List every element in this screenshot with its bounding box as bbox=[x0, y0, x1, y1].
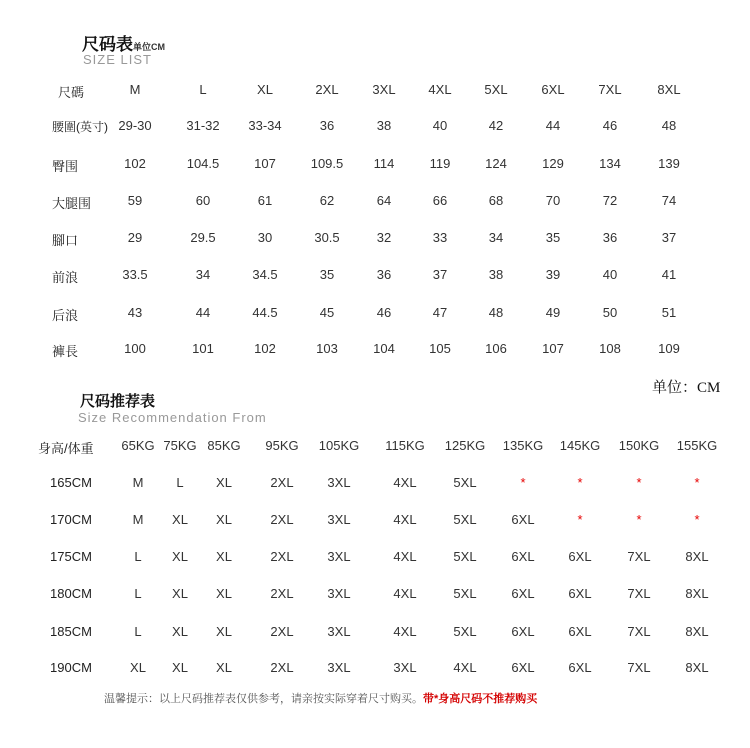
size-table-cell: 29 bbox=[127, 230, 143, 245]
size-table-cell: 36 bbox=[376, 267, 392, 282]
rec-weight-header: 115KG bbox=[385, 438, 425, 453]
size-table-cell: 38 bbox=[488, 267, 504, 282]
rec-height-label: 185CM bbox=[50, 624, 92, 639]
size-table-cell: 34 bbox=[488, 230, 504, 245]
rec-size-cell: 3XL bbox=[327, 475, 351, 490]
size-table-cell: 39 bbox=[545, 267, 561, 282]
rec-size-cell: XL bbox=[216, 624, 232, 639]
size-table-cell: 48 bbox=[661, 118, 677, 133]
size-table-cell: 37 bbox=[432, 267, 448, 282]
rec-height-label: 170CM bbox=[50, 512, 92, 527]
rec-size-cell: 2XL bbox=[270, 549, 294, 564]
rec-weight-header: 75KG bbox=[163, 438, 197, 453]
size-table-cell: 51 bbox=[661, 305, 677, 320]
size-row-label: 腰圍(英寸) bbox=[52, 120, 108, 134]
size-header-cell: 6XL bbox=[541, 82, 565, 97]
rec-size-cell: 4XL bbox=[393, 586, 417, 601]
rec-size-cell: 6XL bbox=[568, 549, 592, 564]
rec-size-cell: 6XL bbox=[511, 549, 535, 564]
size-table-cell: 74 bbox=[661, 193, 677, 208]
rec-size-cell: XL bbox=[172, 549, 188, 564]
not-recommended-star: * bbox=[577, 475, 583, 490]
size-table-cell: 46 bbox=[376, 305, 392, 320]
rec-size-cell: 6XL bbox=[568, 586, 592, 601]
rec-size-cell: L bbox=[176, 475, 184, 490]
size-row-label: 后浪 bbox=[52, 308, 79, 323]
size-table-cell: 34.5 bbox=[252, 267, 278, 282]
rec-weight-header: 145KG bbox=[559, 438, 601, 453]
size-table-cell: 61 bbox=[257, 193, 273, 208]
size-table-cell: 40 bbox=[602, 267, 618, 282]
rec-weight-header: 105KG bbox=[318, 438, 360, 453]
size-table-cell: 34 bbox=[195, 267, 211, 282]
size-header-cell: XL bbox=[257, 82, 273, 97]
rec-size-cell: 3XL bbox=[327, 624, 351, 639]
size-table-cell: 68 bbox=[488, 193, 504, 208]
rec-size-cell: XL bbox=[216, 586, 232, 601]
footer-note bbox=[104, 689, 537, 707]
rec-size-cell: 6XL bbox=[511, 586, 535, 601]
recommendation-unit: 单位：CM bbox=[652, 380, 721, 396]
size-table-cell: 50 bbox=[602, 305, 618, 320]
rec-size-cell: 5XL bbox=[453, 475, 477, 490]
rec-size-cell: 5XL bbox=[453, 586, 477, 601]
size-table-cell: 60 bbox=[195, 193, 211, 208]
size-header-cell: 5XL bbox=[484, 82, 508, 97]
size-table-cell: 33-34 bbox=[248, 118, 282, 133]
rec-size-cell: 4XL bbox=[393, 624, 417, 639]
size-list-subtitle: SIZE LIST bbox=[83, 52, 152, 67]
rec-size-cell: 5XL bbox=[453, 512, 477, 527]
size-table-cell: 119 bbox=[429, 156, 451, 171]
rec-size-cell: 3XL bbox=[327, 660, 351, 675]
rec-weight-header: 85KG bbox=[207, 438, 241, 453]
rec-height-label: 175CM bbox=[50, 549, 92, 564]
rec-size-cell: 6XL bbox=[511, 660, 535, 675]
rec-weight-header: 95KG bbox=[265, 438, 299, 453]
size-table-cell: 105 bbox=[429, 341, 451, 356]
rec-size-cell: 2XL bbox=[270, 512, 294, 527]
footer-note-text: 温馨提示：以上尺码推荐表仅供参考，请亲按实际穿着尺寸购买。 bbox=[104, 693, 423, 705]
rec-header-label: 身高/体重 bbox=[38, 441, 94, 456]
size-header-cell: 8XL bbox=[657, 82, 681, 97]
size-table-cell: 48 bbox=[488, 305, 504, 320]
size-table-cell: 72 bbox=[602, 193, 618, 208]
size-table-cell: 36 bbox=[319, 118, 335, 133]
not-recommended-star: * bbox=[520, 475, 526, 490]
rec-size-cell: 8XL bbox=[685, 660, 709, 675]
rec-size-cell: 2XL bbox=[270, 660, 294, 675]
rec-size-cell: 3XL bbox=[327, 512, 351, 527]
size-table-cell: 102 bbox=[124, 156, 146, 171]
rec-size-cell: 3XL bbox=[327, 586, 351, 601]
size-table-cell: 134 bbox=[599, 156, 621, 171]
rec-weight-header: 155KG bbox=[676, 438, 718, 453]
rec-height-label: 180CM bbox=[50, 586, 92, 601]
rec-size-cell: XL bbox=[130, 660, 146, 675]
rec-size-cell: 4XL bbox=[393, 512, 417, 527]
size-table-cell: 40 bbox=[432, 118, 448, 133]
rec-size-cell: 3XL bbox=[327, 549, 351, 564]
size-table-cell: 43 bbox=[127, 305, 143, 320]
rec-size-cell: 2XL bbox=[270, 624, 294, 639]
rec-size-cell: 7XL bbox=[627, 660, 651, 675]
size-table-cell: 106 bbox=[485, 341, 507, 356]
rec-size-cell: 8XL bbox=[685, 549, 709, 564]
rec-size-cell: 4XL bbox=[453, 660, 477, 675]
not-recommended-star: * bbox=[636, 475, 642, 490]
size-table-cell: 30 bbox=[257, 230, 273, 245]
not-recommended-star: * bbox=[694, 475, 700, 490]
rec-size-cell: 7XL bbox=[627, 624, 651, 639]
size-table-cell: 35 bbox=[319, 267, 335, 282]
size-table-cell: 70 bbox=[545, 193, 561, 208]
rec-size-cell: 6XL bbox=[511, 624, 535, 639]
rec-size-cell: 4XL bbox=[393, 475, 417, 490]
rec-weight-header: 150KG bbox=[618, 438, 660, 453]
size-table-cell: 41 bbox=[661, 267, 677, 282]
size-table-cell: 37 bbox=[661, 230, 677, 245]
rec-size-cell: M bbox=[132, 512, 144, 527]
size-table-cell: 102 bbox=[254, 341, 276, 356]
size-table-cell: 64 bbox=[376, 193, 392, 208]
size-table-cell: 103 bbox=[316, 341, 338, 356]
size-table-cell: 104.5 bbox=[186, 156, 220, 171]
size-table-cell: 44 bbox=[195, 305, 211, 320]
not-recommended-star: * bbox=[636, 512, 642, 527]
size-table-cell: 129 bbox=[542, 156, 564, 171]
size-table-cell: 114 bbox=[373, 156, 395, 171]
rec-size-cell: XL bbox=[172, 512, 188, 527]
rec-size-cell: 8XL bbox=[685, 586, 709, 601]
rec-size-cell: 5XL bbox=[453, 549, 477, 564]
rec-weight-header: 135KG bbox=[502, 438, 544, 453]
size-table-cell: 109 bbox=[658, 341, 680, 356]
size-table-cell: 29-30 bbox=[118, 118, 152, 133]
size-table-cell: 49 bbox=[545, 305, 561, 320]
rec-size-cell: 3XL bbox=[393, 660, 417, 675]
size-row-label: 大腿围 bbox=[52, 196, 92, 211]
rec-size-cell: 2XL bbox=[270, 475, 294, 490]
rec-size-cell: 8XL bbox=[685, 624, 709, 639]
rec-size-cell: 6XL bbox=[568, 624, 592, 639]
size-table-cell: 44.5 bbox=[252, 305, 278, 320]
rec-size-cell: 6XL bbox=[511, 512, 535, 527]
size-table-cell: 46 bbox=[602, 118, 618, 133]
rec-size-cell: 7XL bbox=[627, 549, 651, 564]
not-recommended-star: * bbox=[694, 512, 700, 527]
size-table-cell: 36 bbox=[602, 230, 618, 245]
size-table-cell: 32 bbox=[376, 230, 392, 245]
rec-size-cell: M bbox=[132, 475, 144, 490]
size-table-cell: 29.5 bbox=[190, 230, 216, 245]
rec-size-cell: 6XL bbox=[568, 660, 592, 675]
size-header-label: 尺碼 bbox=[58, 85, 85, 100]
rec-size-cell: XL bbox=[216, 512, 232, 527]
size-table-cell: 107 bbox=[542, 341, 564, 356]
size-table-cell: 33.5 bbox=[122, 267, 148, 282]
size-table-cell: 62 bbox=[319, 193, 335, 208]
size-table-cell: 66 bbox=[432, 193, 448, 208]
size-table-cell: 139 bbox=[658, 156, 680, 171]
rec-size-cell: L bbox=[134, 549, 142, 564]
size-list-unit: 单位CM bbox=[133, 42, 165, 52]
recommendation-subtitle: Size Recommendation From bbox=[78, 410, 267, 425]
rec-size-cell: XL bbox=[216, 475, 232, 490]
size-header-cell: 7XL bbox=[598, 82, 622, 97]
rec-size-cell: XL bbox=[172, 624, 188, 639]
rec-height-label: 190CM bbox=[50, 660, 92, 675]
size-list-title-text: 尺码表 bbox=[82, 35, 133, 54]
size-table-cell: 42 bbox=[488, 118, 504, 133]
size-row-label: 前浪 bbox=[52, 270, 79, 285]
size-table-cell: 47 bbox=[432, 305, 448, 320]
size-header-cell: 4XL bbox=[428, 82, 452, 97]
rec-size-cell: XL bbox=[216, 549, 232, 564]
footer-warning: 带*身高尺码不推荐购买 bbox=[423, 693, 538, 705]
size-row-label: 臀围 bbox=[52, 159, 79, 174]
rec-size-cell: 2XL bbox=[270, 586, 294, 601]
rec-size-cell: XL bbox=[172, 586, 188, 601]
size-table-cell: 124 bbox=[485, 156, 507, 171]
size-table-cell: 31-32 bbox=[186, 118, 220, 133]
rec-size-cell: 5XL bbox=[453, 624, 477, 639]
size-table-cell: 101 bbox=[192, 341, 214, 356]
not-recommended-star: * bbox=[577, 512, 583, 527]
size-header-cell: 3XL bbox=[372, 82, 396, 97]
size-table-cell: 107 bbox=[254, 156, 276, 171]
size-header-cell: M bbox=[129, 82, 141, 97]
size-table-cell: 109.5 bbox=[310, 156, 344, 171]
size-row-label: 腳口 bbox=[52, 233, 79, 248]
size-table-cell: 108 bbox=[599, 341, 621, 356]
rec-size-cell: XL bbox=[216, 660, 232, 675]
size-table-cell: 45 bbox=[319, 305, 335, 320]
size-table-cell: 44 bbox=[545, 118, 561, 133]
size-header-cell: 2XL bbox=[315, 82, 339, 97]
rec-height-label: 165CM bbox=[50, 475, 92, 490]
size-table-cell: 59 bbox=[127, 193, 143, 208]
size-row-label: 褲長 bbox=[52, 344, 79, 359]
size-header-cell: L bbox=[199, 82, 207, 97]
size-table-cell: 38 bbox=[376, 118, 392, 133]
size-table-cell: 33 bbox=[432, 230, 448, 245]
rec-size-cell: XL bbox=[172, 660, 188, 675]
rec-size-cell: 4XL bbox=[393, 549, 417, 564]
size-table-cell: 30.5 bbox=[314, 230, 340, 245]
size-table-cell: 35 bbox=[545, 230, 561, 245]
rec-weight-header: 65KG bbox=[121, 438, 155, 453]
rec-size-cell: 7XL bbox=[627, 586, 651, 601]
size-table-cell: 104 bbox=[373, 341, 395, 356]
rec-size-cell: L bbox=[134, 624, 142, 639]
recommendation-title: 尺码推荐表 bbox=[80, 393, 156, 410]
rec-weight-header: 125KG bbox=[444, 438, 486, 453]
rec-size-cell: L bbox=[134, 586, 142, 601]
size-table-cell: 100 bbox=[124, 341, 146, 356]
